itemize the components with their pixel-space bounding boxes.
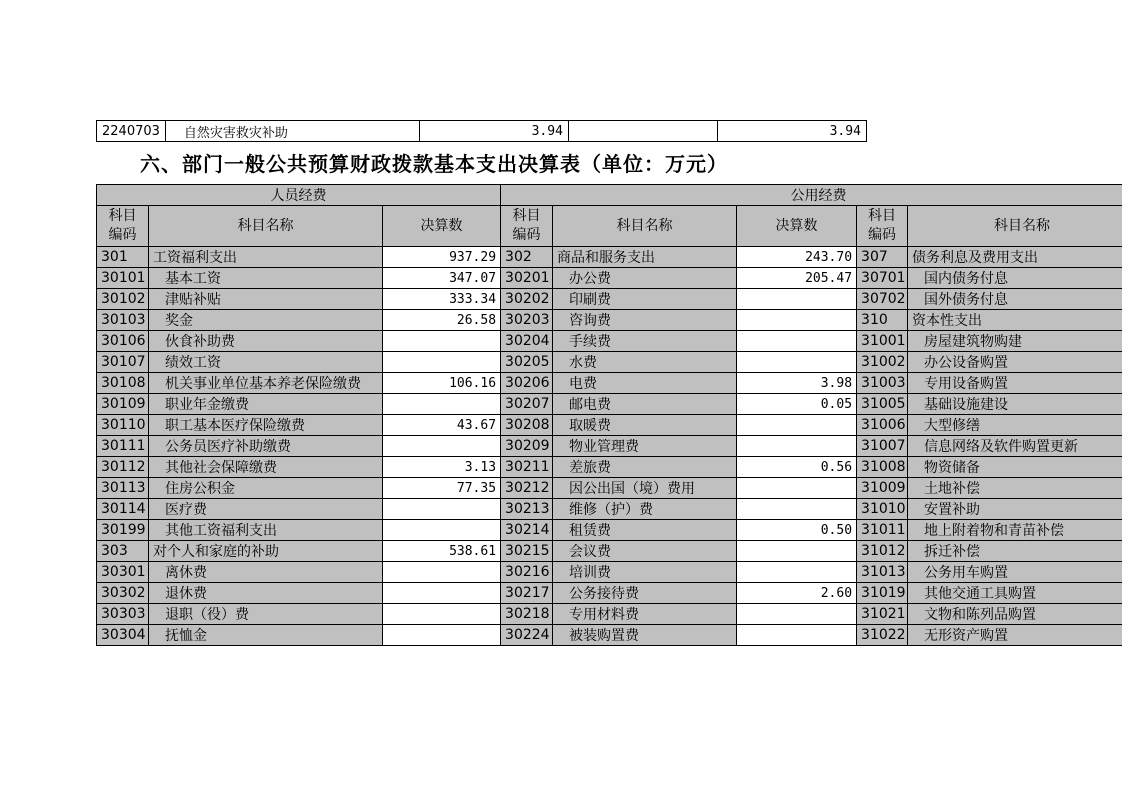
code-cell: 30103 bbox=[97, 310, 149, 331]
code-cell: 30215 bbox=[501, 541, 553, 562]
name-cell: 被装购置费 bbox=[553, 625, 737, 646]
amount-cell bbox=[383, 394, 501, 415]
name-cell: 土地补偿 bbox=[908, 478, 1122, 499]
amount-cell bbox=[737, 289, 857, 310]
code-cell: 30701 bbox=[857, 268, 908, 289]
code-cell: 30206 bbox=[501, 373, 553, 394]
name-cell: 商品和服务支出 bbox=[553, 247, 737, 268]
prev-name: 自然灾害救灾补助 bbox=[165, 121, 419, 142]
amount-cell bbox=[737, 352, 857, 373]
code-cell: 30102 bbox=[97, 289, 149, 310]
amount-cell bbox=[737, 436, 857, 457]
code-cell: 30217 bbox=[501, 583, 553, 604]
amount-cell bbox=[737, 499, 857, 520]
amount-cell: 538.61 bbox=[383, 541, 501, 562]
code-cell: 30218 bbox=[501, 604, 553, 625]
previous-table-row bbox=[96, 120, 867, 142]
name-cell: 维修（护）费 bbox=[553, 499, 737, 520]
name-cell: 印刷费 bbox=[553, 289, 737, 310]
code-cell: 30202 bbox=[501, 289, 553, 310]
code-cell: 31008 bbox=[857, 457, 908, 478]
code-cell: 30106 bbox=[97, 331, 149, 352]
name-cell: 公务用车购置 bbox=[908, 562, 1122, 583]
table-row bbox=[97, 499, 1122, 520]
code-header: 科目 编码 bbox=[857, 206, 908, 247]
amount-cell bbox=[737, 541, 857, 562]
amount-cell: 3.13 bbox=[383, 457, 501, 478]
code-cell: 31002 bbox=[857, 352, 908, 373]
table-row bbox=[97, 331, 1122, 352]
group-header-row bbox=[97, 185, 1122, 206]
code-cell: 30702 bbox=[857, 289, 908, 310]
name-cell: 专用设备购置 bbox=[908, 373, 1122, 394]
amount-cell: 243.70 bbox=[737, 247, 857, 268]
amount-cell: 205.47 bbox=[737, 268, 857, 289]
amount-cell bbox=[383, 331, 501, 352]
code-cell: 30101 bbox=[97, 268, 149, 289]
name-header: 科目名称 bbox=[149, 206, 383, 247]
name-cell: 其他社会保障缴费 bbox=[149, 457, 383, 478]
amount-cell: 26.58 bbox=[383, 310, 501, 331]
amount-cell: 3.98 bbox=[737, 373, 857, 394]
code-cell: 30109 bbox=[97, 394, 149, 415]
name-cell: 拆迁补偿 bbox=[908, 541, 1122, 562]
code-cell: 30199 bbox=[97, 520, 149, 541]
table-row bbox=[97, 583, 1122, 604]
code-cell: 30302 bbox=[97, 583, 149, 604]
code-cell: 30211 bbox=[501, 457, 553, 478]
code-cell: 30216 bbox=[501, 562, 553, 583]
expenditure-table bbox=[96, 184, 1122, 646]
name-cell: 因公出国（境）费用 bbox=[553, 478, 737, 499]
name-cell: 手续费 bbox=[553, 331, 737, 352]
name-cell: 无形资产购置 bbox=[908, 625, 1122, 646]
table-row bbox=[97, 562, 1122, 583]
name-cell: 安置补助 bbox=[908, 499, 1122, 520]
table-row bbox=[97, 478, 1122, 499]
table-row bbox=[97, 268, 1122, 289]
table-row bbox=[97, 373, 1122, 394]
name-cell: 邮电费 bbox=[553, 394, 737, 415]
name-cell: 专用材料费 bbox=[553, 604, 737, 625]
name-cell: 住房公积金 bbox=[149, 478, 383, 499]
name-cell: 公务接待费 bbox=[553, 583, 737, 604]
prev-value-3: 3.94 bbox=[717, 121, 866, 142]
amount-cell bbox=[737, 604, 857, 625]
table-row bbox=[97, 247, 1122, 268]
name-cell: 职业年金缴费 bbox=[149, 394, 383, 415]
name-cell: 信息网络及软件购置更新 bbox=[908, 436, 1122, 457]
group-public-header: 公用经费 bbox=[501, 185, 1122, 206]
name-cell: 基本工资 bbox=[149, 268, 383, 289]
amount-cell: 333.34 bbox=[383, 289, 501, 310]
name-cell: 机关事业单位基本养老保险缴费 bbox=[149, 373, 383, 394]
code-cell: 303 bbox=[97, 541, 149, 562]
amount-cell bbox=[383, 436, 501, 457]
name-cell: 医疗费 bbox=[149, 499, 383, 520]
code-cell: 31003 bbox=[857, 373, 908, 394]
name-header: 科目名称 bbox=[908, 206, 1122, 247]
name-cell: 职工基本医疗保险缴费 bbox=[149, 415, 383, 436]
code-cell: 31022 bbox=[857, 625, 908, 646]
name-cell: 伙食补助费 bbox=[149, 331, 383, 352]
code-cell: 307 bbox=[857, 247, 908, 268]
amount-cell bbox=[383, 625, 501, 646]
name-cell: 工资福利支出 bbox=[149, 247, 383, 268]
table-row bbox=[97, 625, 1122, 646]
code-cell: 30111 bbox=[97, 436, 149, 457]
name-cell: 地上附着物和青苗补偿 bbox=[908, 520, 1122, 541]
table-row bbox=[97, 436, 1122, 457]
name-cell: 退职（役）费 bbox=[149, 604, 383, 625]
name-cell: 大型修缮 bbox=[908, 415, 1122, 436]
code-cell: 31019 bbox=[857, 583, 908, 604]
code-cell: 30208 bbox=[501, 415, 553, 436]
amount-cell bbox=[383, 520, 501, 541]
amount-cell bbox=[737, 331, 857, 352]
amount-cell: 43.67 bbox=[383, 415, 501, 436]
name-cell: 办公费 bbox=[553, 268, 737, 289]
amount-cell bbox=[383, 499, 501, 520]
name-cell: 电费 bbox=[553, 373, 737, 394]
table-row bbox=[97, 604, 1122, 625]
code-cell: 30108 bbox=[97, 373, 149, 394]
name-cell: 退休费 bbox=[149, 583, 383, 604]
table-row bbox=[97, 415, 1122, 436]
amount-cell bbox=[383, 604, 501, 625]
prev-value-1: 3.94 bbox=[419, 121, 568, 142]
amount-cell: 2.60 bbox=[737, 583, 857, 604]
name-cell: 咨询费 bbox=[553, 310, 737, 331]
amount-cell bbox=[737, 625, 857, 646]
table-row bbox=[97, 520, 1122, 541]
amount-cell bbox=[383, 562, 501, 583]
name-cell: 国外债务付息 bbox=[908, 289, 1122, 310]
code-header: 科目 编码 bbox=[501, 206, 553, 247]
name-cell: 差旅费 bbox=[553, 457, 737, 478]
code-cell: 30205 bbox=[501, 352, 553, 373]
code-cell: 302 bbox=[501, 247, 553, 268]
code-cell: 31013 bbox=[857, 562, 908, 583]
amount-cell bbox=[383, 352, 501, 373]
name-cell: 培训费 bbox=[553, 562, 737, 583]
code-cell: 31006 bbox=[857, 415, 908, 436]
code-cell: 31007 bbox=[857, 436, 908, 457]
name-cell: 物资储备 bbox=[908, 457, 1122, 478]
amount-header: 决算数 bbox=[737, 206, 857, 247]
code-cell: 30304 bbox=[97, 625, 149, 646]
amount-cell: 77.35 bbox=[383, 478, 501, 499]
name-cell: 取暖费 bbox=[553, 415, 737, 436]
code-cell: 30112 bbox=[97, 457, 149, 478]
name-cell: 物业管理费 bbox=[553, 436, 737, 457]
amount-cell: 106.16 bbox=[383, 373, 501, 394]
name-cell: 津贴补贴 bbox=[149, 289, 383, 310]
code-cell: 30113 bbox=[97, 478, 149, 499]
name-cell: 资本性支出 bbox=[908, 310, 1122, 331]
code-cell: 30224 bbox=[501, 625, 553, 646]
code-cell: 30107 bbox=[97, 352, 149, 373]
code-cell: 30301 bbox=[97, 562, 149, 583]
amount-cell: 0.05 bbox=[737, 394, 857, 415]
name-cell: 国内债务付息 bbox=[908, 268, 1122, 289]
amount-cell: 0.56 bbox=[737, 457, 857, 478]
code-cell: 30214 bbox=[501, 520, 553, 541]
table-row bbox=[97, 310, 1122, 331]
name-cell: 债务利息及费用支出 bbox=[908, 247, 1122, 268]
table-row bbox=[97, 352, 1122, 373]
prev-code: 2240703 bbox=[97, 121, 166, 142]
code-cell: 301 bbox=[97, 247, 149, 268]
page-title: 六、部门一般公共预算财政拨款基本支出决算表（单位：万元） bbox=[140, 152, 728, 176]
column-header-row bbox=[97, 206, 1122, 247]
table-row bbox=[97, 541, 1122, 562]
code-cell: 30114 bbox=[97, 499, 149, 520]
name-cell: 水费 bbox=[553, 352, 737, 373]
name-cell: 房屋建筑物购建 bbox=[908, 331, 1122, 352]
name-cell: 公务员医疗补助缴费 bbox=[149, 436, 383, 457]
code-cell: 30203 bbox=[501, 310, 553, 331]
amount-cell: 0.50 bbox=[737, 520, 857, 541]
code-cell: 31010 bbox=[857, 499, 908, 520]
code-cell: 31011 bbox=[857, 520, 908, 541]
code-cell: 30204 bbox=[501, 331, 553, 352]
table-row bbox=[97, 394, 1122, 415]
code-header: 科目 编码 bbox=[97, 206, 149, 247]
code-cell: 31021 bbox=[857, 604, 908, 625]
name-cell: 会议费 bbox=[553, 541, 737, 562]
amount-cell bbox=[737, 562, 857, 583]
name-cell: 离休费 bbox=[149, 562, 383, 583]
code-cell: 31001 bbox=[857, 331, 908, 352]
name-cell: 奖金 bbox=[149, 310, 383, 331]
code-cell: 30212 bbox=[501, 478, 553, 499]
name-cell: 租赁费 bbox=[553, 520, 737, 541]
group-personnel-header: 人员经费 bbox=[97, 185, 501, 206]
name-cell: 其他工资福利支出 bbox=[149, 520, 383, 541]
code-cell: 30110 bbox=[97, 415, 149, 436]
name-cell: 文物和陈列品购置 bbox=[908, 604, 1122, 625]
code-cell: 31005 bbox=[857, 394, 908, 415]
code-cell: 30209 bbox=[501, 436, 553, 457]
amount-cell bbox=[383, 583, 501, 604]
amount-cell: 347.07 bbox=[383, 268, 501, 289]
amount-header: 决算数 bbox=[383, 206, 501, 247]
name-cell: 办公设备购置 bbox=[908, 352, 1122, 373]
name-cell: 抚恤金 bbox=[149, 625, 383, 646]
table-row bbox=[97, 457, 1122, 478]
amount-cell bbox=[737, 310, 857, 331]
amount-cell bbox=[737, 478, 857, 499]
code-cell: 30213 bbox=[501, 499, 553, 520]
table-row bbox=[97, 289, 1122, 310]
amount-cell: 937.29 bbox=[383, 247, 501, 268]
code-cell: 30303 bbox=[97, 604, 149, 625]
name-cell: 对个人和家庭的补助 bbox=[149, 541, 383, 562]
name-cell: 基础设施建设 bbox=[908, 394, 1122, 415]
code-cell: 31012 bbox=[857, 541, 908, 562]
name-cell: 绩效工资 bbox=[149, 352, 383, 373]
code-cell: 31009 bbox=[857, 478, 908, 499]
amount-cell bbox=[737, 415, 857, 436]
prev-value-2 bbox=[568, 121, 717, 142]
code-cell: 30201 bbox=[501, 268, 553, 289]
code-cell: 310 bbox=[857, 310, 908, 331]
code-cell: 30207 bbox=[501, 394, 553, 415]
name-header: 科目名称 bbox=[553, 206, 737, 247]
name-cell: 其他交通工具购置 bbox=[908, 583, 1122, 604]
